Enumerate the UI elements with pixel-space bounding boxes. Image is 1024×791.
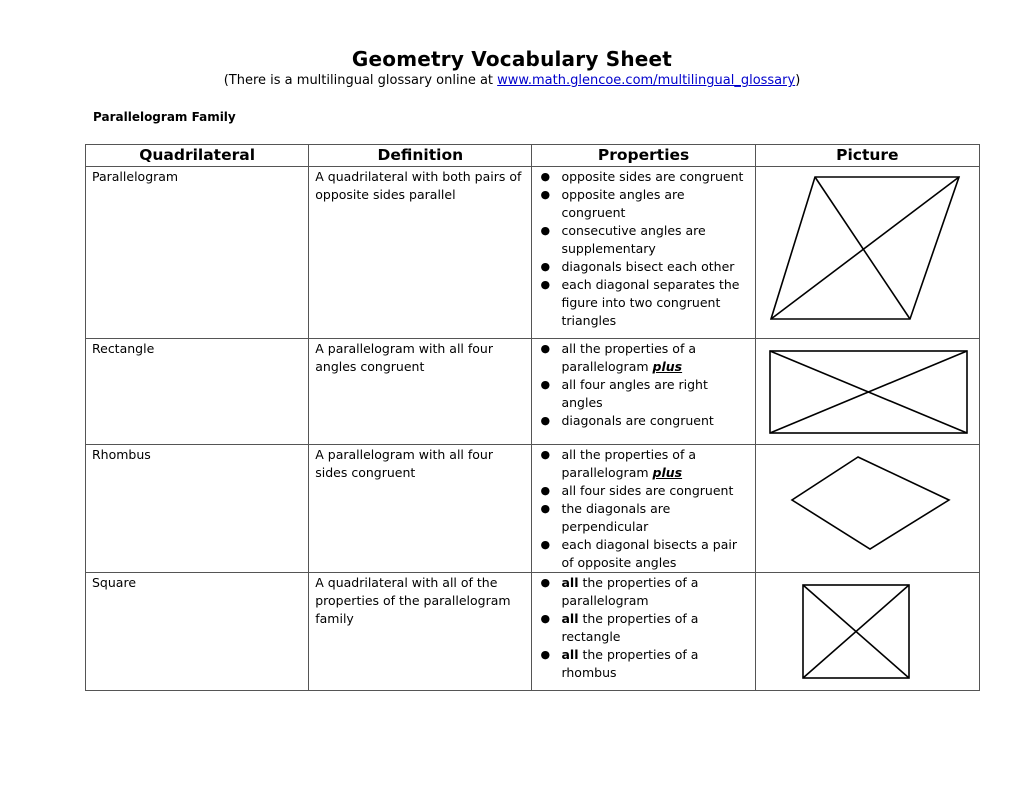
bullet-icon: ● [540, 188, 551, 201]
properties-cell [532, 339, 755, 445]
bullet-icon: ● [540, 342, 551, 355]
table-row-rhombus [86, 445, 980, 573]
property-item: ● consecutive angles are supplementary [540, 223, 706, 256]
definition-text: A quadrilateral with both pairs of opposite sides parallel [309, 167, 532, 339]
rectangle-diagram-icon [762, 340, 985, 444]
property-item: ● diagonals are congruent [540, 413, 714, 428]
all-emphasis: all [561, 611, 579, 626]
properties-list [538, 340, 748, 430]
glossary-note-suffix: ) [795, 73, 801, 88]
header-definition: Definition [309, 145, 532, 167]
bullet-icon: ● [540, 278, 551, 291]
all-emphasis: all [561, 647, 579, 662]
picture-cell [755, 339, 979, 445]
property-item: ● each diagonal separates the figure into two congruent triangles [540, 277, 740, 328]
property-item: ● diagonals bisect each other [540, 259, 735, 274]
definition-text: A parallelogram with all four sides congruent [309, 445, 532, 573]
bullet-icon: ● [540, 576, 551, 589]
quadrilateral-name: Square [86, 573, 309, 691]
property-item: ● all the properties of a parallelogram plus [540, 341, 696, 374]
table-row-rectangle [86, 339, 980, 445]
bullet-icon: ● [540, 612, 551, 625]
bullet-icon: ● [540, 378, 551, 391]
picture-cell [755, 445, 979, 573]
property-item: ● all the properties of a parallelogram [540, 575, 699, 608]
quadrilateral-name: Parallelogram [86, 167, 309, 339]
plus-emphasis: plus [652, 359, 683, 374]
glossary-note-prefix: (There is a multilingual glossary online at [223, 73, 498, 88]
quadrilateral-name: Rhombus [86, 445, 309, 573]
property-item: ● the diagonals are perpendicular [540, 501, 671, 534]
quadrilateral-name: Rectangle [86, 339, 309, 445]
picture-cell [755, 573, 979, 691]
bullet-icon: ● [540, 484, 551, 497]
all-emphasis: all [561, 575, 579, 590]
bullet-icon: ● [540, 414, 551, 427]
definition-text: A parallelogram with all four angles congruent [309, 339, 532, 445]
vocabulary-table [85, 144, 980, 691]
page-title: Geometry Vocabulary Sheet [351, 47, 673, 71]
properties-list [538, 168, 748, 330]
bullet-icon: ● [540, 648, 551, 661]
picture-cell [755, 167, 979, 339]
property-item: ● all four sides are congruent [540, 483, 734, 498]
header-row [86, 145, 980, 167]
properties-list [538, 574, 748, 682]
bullet-icon: ● [540, 502, 551, 515]
bullet-icon: ● [540, 260, 551, 273]
header-picture: Picture [755, 145, 979, 167]
table-row-parallelogram [86, 167, 980, 339]
glossary-link[interactable]: www.math.glencoe.com/multilingual_glossary [497, 73, 796, 88]
properties-list [538, 446, 748, 572]
definition-text: A quadrilateral with all of the properties of the parallelogram family [309, 573, 532, 691]
bullet-icon: ● [540, 170, 551, 183]
bullet-icon: ● [540, 448, 551, 461]
section-title: Parallelogram Family [93, 110, 236, 124]
property-item: ● opposite angles are congruent [540, 187, 685, 220]
plus-emphasis: plus [652, 465, 683, 480]
property-item: ● all the properties of a rectangle [540, 611, 699, 644]
property-item: ● all the properties of a rhombus [540, 647, 699, 680]
properties-cell [532, 445, 755, 573]
bullet-icon: ● [540, 224, 551, 237]
properties-cell [532, 573, 755, 691]
property-item: ● all four angles are right angles [540, 377, 708, 410]
header-quadrilateral: Quadrilateral [86, 145, 309, 167]
property-item: ● all the properties of a parallelogram plus [540, 447, 696, 480]
property-item: ● each diagonal bisects a pair of opposite angles [540, 537, 737, 570]
header-properties: Properties [532, 145, 755, 167]
square-diagram-icon [762, 574, 985, 690]
property-item: ● opposite sides are congruent [540, 169, 744, 184]
properties-cell [532, 167, 755, 339]
parallelogram-diagram-icon [762, 168, 985, 338]
bullet-icon: ● [540, 538, 551, 551]
rhombus-diagram-icon [762, 446, 985, 572]
glossary-note [0, 73, 1024, 88]
table-row-square [86, 573, 980, 691]
